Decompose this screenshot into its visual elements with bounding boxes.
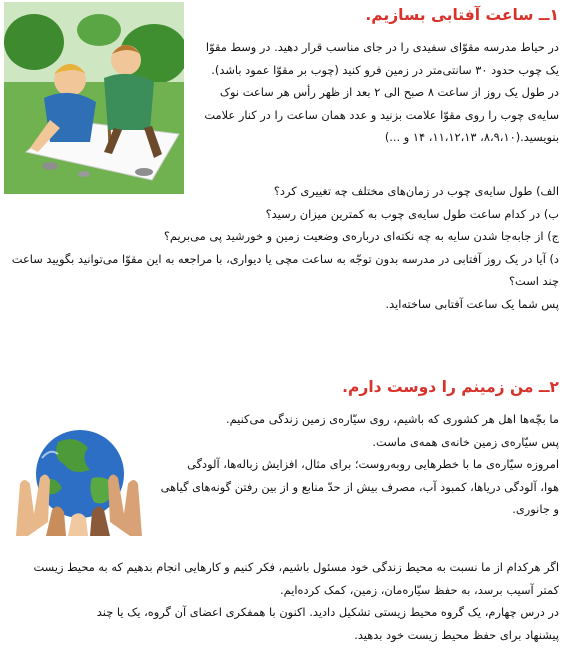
question-d-continued: چند است؟ <box>508 274 559 289</box>
section-2-activity <box>7 556 559 646</box>
intro-line: امروزه سیّاره‌ی ما با خطرهایی روبه‌روست؛ برای مثال، افزایش زباله‌ها، آلودگی <box>187 457 559 472</box>
earth-in-hands-icon <box>6 418 152 536</box>
intro-line: و جانوری. <box>512 502 559 517</box>
instruction-line: یک چوب حدود ۳۰ سانتی‌متر در زمین فرو کنید (چوب بر مقوّا عمود باشد). <box>211 62 559 77</box>
instruction-line: در طول یک روز از ساعت ۸ صبح الی ۲ بعد از ظهر رأس هر ساعت نوک <box>219 85 559 100</box>
children-sundial-icon <box>4 2 184 194</box>
activity-line: کمتر آسیب برسد، به حفظ سیّاره‌مان، زمین، کمک کرده‌ایم. <box>280 582 559 597</box>
question-a: الف) طول سایه‌ی چوب در زمان‌های مختلف چه تغییری کرد؟ <box>273 184 559 198</box>
question-d: د) آیا در یک روز آفتابی در مدرسه بدون توجّه به ساعت مچی یا دیواری، با مراجعه به این مقوّا می‌توانید بگویید ساعت <box>11 251 559 266</box>
earth-illustration <box>6 418 152 536</box>
section-1-instructions <box>187 36 559 149</box>
intro-line: ما بچّه‌ها اهل هر کشوری که باشیم، روی سیّاره‌ی زمین زندگی می‌کنیم. <box>225 412 559 426</box>
conclusion-line: پس شما یک ساعت آفتابی ساخته‌اید. <box>385 296 559 311</box>
section-1-questions <box>7 180 559 316</box>
instruction-line: سایه‌ی چوب را روی مقوّا علامت بزنید و عدد همان ساعت را در کنار علامت <box>204 107 559 122</box>
activity-line: در درس چهارم، یک گروه محیط زیستی تشکیل دادید. اکنون با همفکری اعضای آن گروه، یک یا چند <box>96 605 559 620</box>
activity-line: پیشنهاد برای حفظ محیط زیست خود بدهید. <box>354 627 559 642</box>
instruction-line: در حیاط مدرسه مقوّای سفیدی را در جای مناسب قرار دهید. در وسط مقوّا <box>205 40 559 54</box>
sundial-illustration <box>4 2 184 194</box>
question-c: ج) از جابه‌جا شدن سایه به چه نکته‌ای درباره‌ی وضعیت زمین و خورشید پی می‌بریم؟ <box>163 229 559 244</box>
intro-line: پس سیّاره‌ی زمین خانه‌ی همه‌ی ماست. <box>372 434 559 449</box>
instruction-line: بنویسید.(۸،۹،۱۰، ۱۱،۱۲،۱۳، ۱۴ و ...) <box>384 130 559 145</box>
section-2-intro <box>155 408 559 521</box>
section-2-title: ۲ــ من زمینم را دوست دارم. <box>342 378 559 396</box>
activity-line: اگر هرکدام از ما نسبت به محیط زندگی خود مسئول باشیم، فکر کنیم و کارهایی انجام بدهیم که به محیط زیست <box>33 560 559 574</box>
section-1-title: ۱ــ ساعت آفتابی بسازیم. <box>365 6 559 24</box>
intro-line: هوا، آلودگی دریاها، کمبود آب، مصرف بیش از حدّ منابع و از بین رفتن گونه‌های گیاهی <box>160 479 559 494</box>
question-b: ب) در کدام ساعت طول سایه‌ی چوب به کمترین میزان رسید؟ <box>265 206 559 221</box>
